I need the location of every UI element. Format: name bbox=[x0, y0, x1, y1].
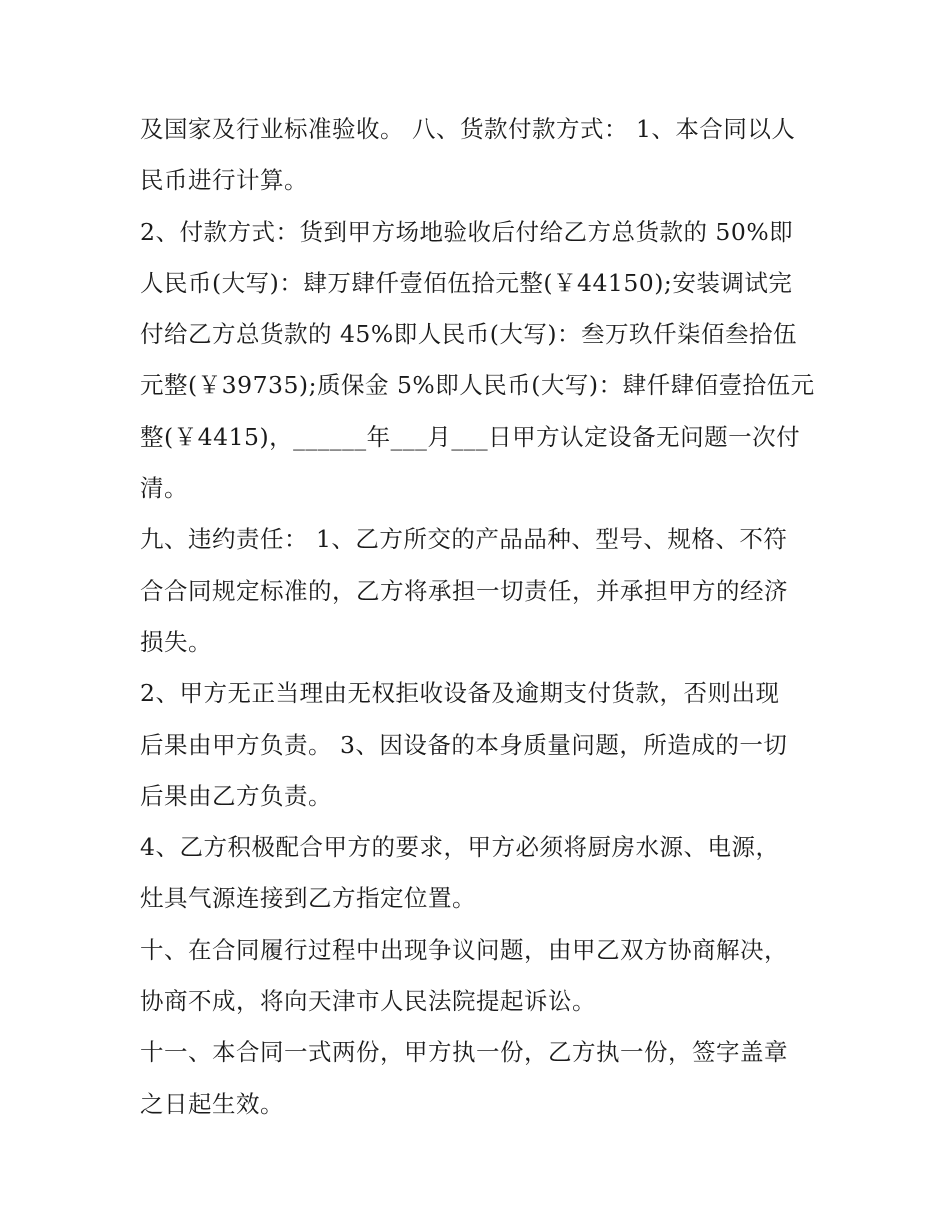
text-line: 十、在合同履行过程中出现争议问题，由甲乙双方协商解决， bbox=[140, 935, 788, 964]
text-line: 整(￥4415)，______年___月___日甲方认定设备无问题一次付 bbox=[140, 422, 801, 451]
text-line: 九、违约责任： 1、乙方所交的产品品种、型号、规格、不符 bbox=[140, 525, 788, 554]
text-line: 元整(￥39735);质保金 5%即人民币(大写)：肆仟肆佰壹拾伍元 bbox=[140, 371, 815, 400]
text-line: 2、甲方无正当理由无权拒收设备及逾期支付货款，否则出现 bbox=[140, 679, 780, 708]
text-line: 之日起生效。 bbox=[140, 1089, 284, 1118]
text-line: 后果由甲方负责。 3、因设备的本身质量问题，所造成的一切 bbox=[140, 730, 788, 759]
contract-body bbox=[140, 104, 820, 1130]
text-line: 损失。 bbox=[140, 627, 212, 656]
text-line: 十一、本合同一式两份，甲方执一份，乙方执一份，签字盖章 bbox=[140, 1038, 788, 1067]
text-line: 4、乙方积极配合甲方的要求，甲方必须将厨房水源、电源， bbox=[140, 833, 780, 862]
text-line: 付给乙方总货款的 45%即人民币(大写)：叁万玖仟柒佰叁拾伍 bbox=[140, 320, 798, 349]
text-line: 协商不成，将向天津市人民法院提起诉讼。 bbox=[140, 987, 596, 1016]
text-line: 民币进行计算。 bbox=[140, 166, 308, 195]
text-line: 及国家及行业标准验收。 八、货款付款方式： 1、本合同以人 bbox=[140, 115, 796, 143]
text-line: 后果由乙方负责。 bbox=[140, 781, 332, 810]
text-line: 2、付款方式：货到甲方场地验收后付给乙方总货款的 50%即 bbox=[140, 217, 794, 246]
text-line: 清。 bbox=[140, 474, 188, 503]
text-line: 人民币(大写)：肆万肆仟壹佰伍拾元整(￥44150);安装调试完 bbox=[140, 268, 793, 297]
text-line: 合合同规定标准的，乙方将承担一切责任，并承担甲方的经济 bbox=[140, 576, 788, 605]
text-line: 灶具气源连接到乙方指定位置。 bbox=[140, 884, 476, 913]
